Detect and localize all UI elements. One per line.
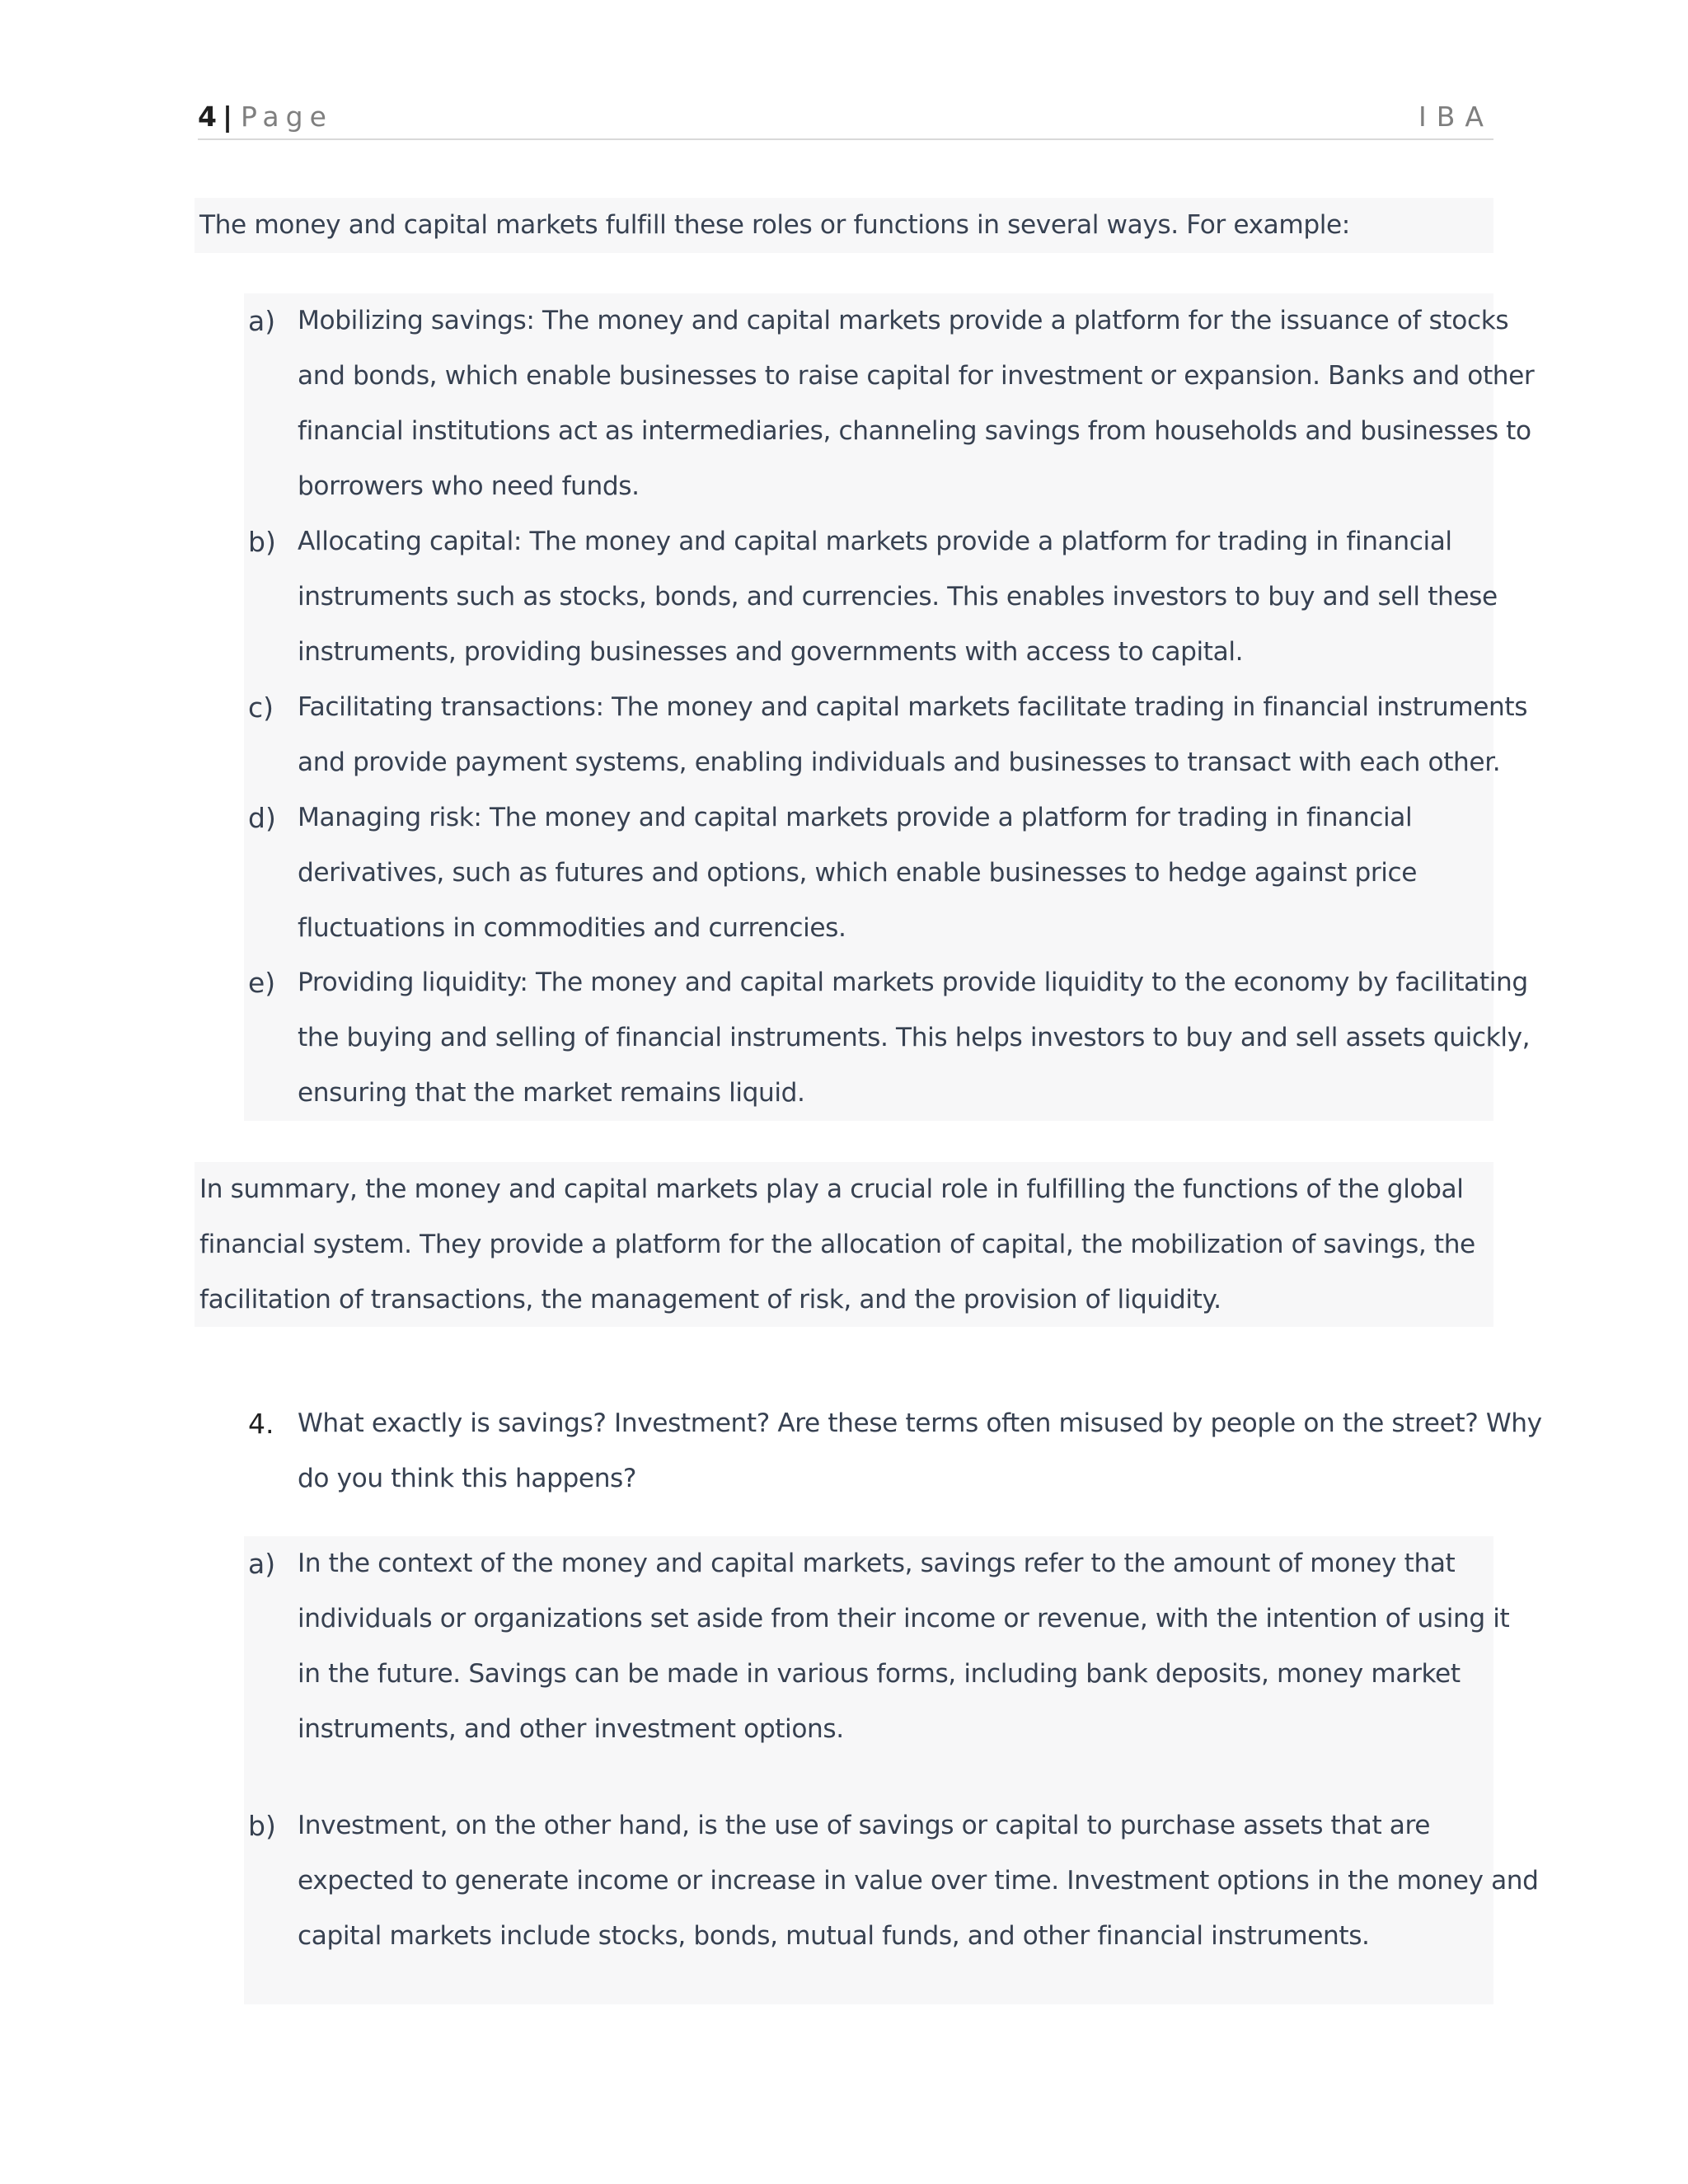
text-line: What exactly is savings? Investment? Are these terms often misused by people on the street? Why <box>298 1408 1542 1438</box>
page-label: Page <box>241 101 333 133</box>
list-item-text <box>298 955 1531 1121</box>
text-line: individuals or organizations set aside from their income or revenue, with the intention of using it <box>298 1604 1510 1633</box>
text-line: borrowers who need funds. <box>298 471 640 501</box>
text-line: facilitation of transactions, the management of risk, and the provision of liquidity. <box>199 1285 1221 1315</box>
list-item-label: a) <box>248 305 276 337</box>
list-item-text <box>298 293 1535 514</box>
text-line: Providing liquidity: The money and capital markets provide liquidity to the economy by facilitating <box>298 968 1528 997</box>
text-line: financial institutions act as intermediaries, channeling savings from households and businesses to <box>298 416 1531 446</box>
header-separator: | <box>223 101 233 133</box>
text-line: do you think this happens? <box>298 1464 637 1493</box>
list-item-text <box>298 1798 1539 1964</box>
text-line: Mobilizing savings: The money and capital markets provide a platform for the issuance of stocks <box>298 306 1509 335</box>
list-item-label: b) <box>248 526 276 558</box>
list-item-text <box>298 790 1493 956</box>
list-item-label: a) <box>248 1548 276 1580</box>
text-line: Facilitating transactions: The money and capital markets facilitate trading in financial instruments <box>298 692 1528 722</box>
question-number: 4. <box>248 1408 274 1440</box>
header-org-label: IBA <box>1418 101 1493 133</box>
list-item-label: b) <box>248 1810 276 1842</box>
intro-line: The money and capital markets fulfill these roles or functions in several ways. For example: <box>199 210 1350 240</box>
list-item-text <box>298 680 1528 790</box>
page-header <box>198 101 1493 140</box>
list-item-label: c) <box>248 691 274 724</box>
text-line: expected to generate income or increase in value over time. Investment options in the money and <box>298 1866 1539 1896</box>
answers-list <box>244 1536 1539 2004</box>
summary-paragraph <box>195 1162 1493 1327</box>
text-line: instruments, and other investment options. <box>298 1714 844 1744</box>
list-item-text <box>298 1536 1510 1757</box>
text-line: and bonds, which enable businesses to raise capital for investment or expansion. Banks and other <box>298 361 1535 391</box>
text-line: the buying and selling of financial instruments. This helps investors to buy and sell assets quickly, <box>298 1023 1531 1052</box>
text-line: instruments, providing businesses and governments with access to capital. <box>298 637 1244 667</box>
text-line: ensuring that the market remains liquid. <box>298 1078 805 1108</box>
text-line: Allocating capital: The money and capital markets provide a platform for trading in financial <box>298 527 1452 556</box>
list-item-text <box>298 514 1498 680</box>
text-line: Managing risk: The money and capital markets provide a platform for trading in financial <box>298 803 1413 832</box>
text-line: derivatives, such as futures and options, which enable businesses to hedge against price <box>298 858 1418 888</box>
list-item-label: d) <box>248 802 276 834</box>
text-line: financial system. They provide a platform for the allocation of capital, the mobilization of savings, the <box>199 1230 1475 1259</box>
text-line: In the context of the money and capital markets, savings refer to the amount of money that <box>298 1549 1456 1578</box>
text-line: in the future. Savings can be made in various forms, including bank deposits, money market <box>298 1659 1461 1689</box>
text-line: Investment, on the other hand, is the use of savings or capital to purchase assets that are <box>298 1811 1431 1840</box>
text-line: capital markets include stocks, bonds, mutual funds, and other financial instruments. <box>298 1921 1370 1951</box>
intro-paragraph <box>195 198 1493 253</box>
text-line: and provide payment systems, enabling individuals and businesses to transact with each other. <box>298 748 1501 777</box>
text-line: instruments such as stocks, bonds, and currencies. This enables investors to buy and sell these <box>298 582 1498 612</box>
functions-list <box>244 293 1535 1121</box>
list-item-label: e) <box>248 967 276 999</box>
text-line: fluctuations in commodities and currencies. <box>298 913 846 943</box>
page-number: 4 <box>198 101 217 133</box>
text-line: In summary, the money and capital markets play a crucial role in fulfilling the functions of the global <box>199 1174 1464 1204</box>
question-text <box>298 1396 1542 1507</box>
